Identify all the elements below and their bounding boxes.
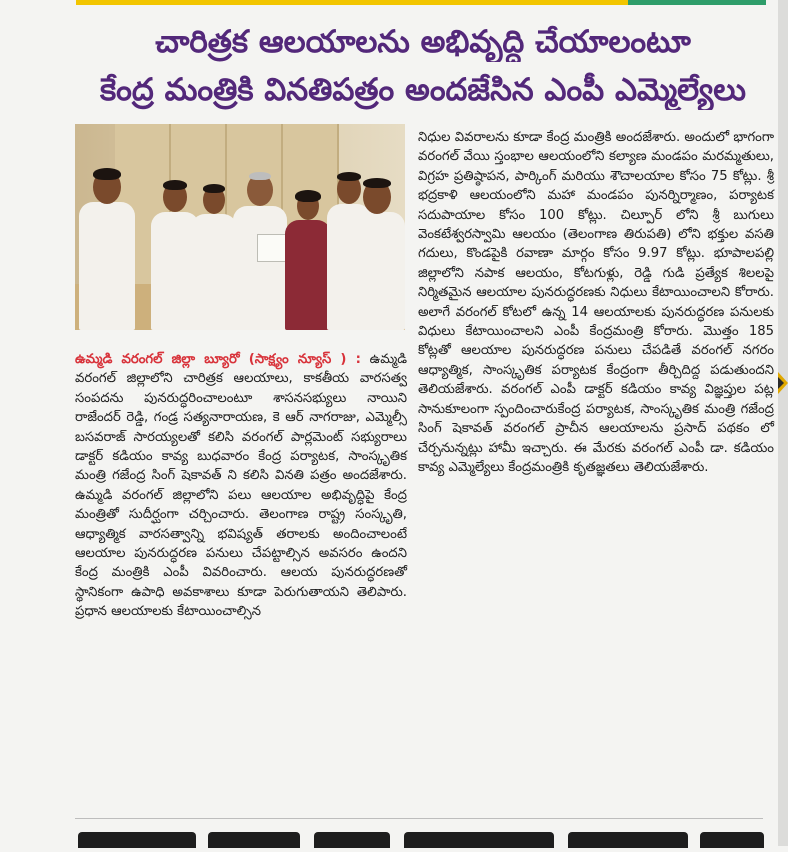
person-hair	[203, 184, 225, 193]
top-color-bar-accent	[628, 0, 766, 5]
next-page-arrow-inner	[778, 377, 784, 389]
byline-credit: ఉమ్మడి వరంగల్ జిల్లా బ్యూరో (సాక్ష్యం న్యూస్ ) :	[75, 352, 361, 367]
article-left-column	[75, 350, 407, 622]
person-figure	[191, 214, 237, 330]
person-figure	[233, 206, 287, 330]
next-article-headline-cutoff	[78, 832, 768, 852]
person-figure	[285, 220, 331, 330]
headline-line-2: కేంద్ర మంత్రికి వినతిపత్రం అందజేసిన ఎంపీ ఎమ్మెల్యేలు	[100, 72, 746, 108]
person-hair	[93, 168, 121, 180]
article-divider	[75, 818, 763, 819]
right-column-body: నిధుల వివరాలను కూడా కేంద్ర మంత్రికి అందజేశారు. అందులో భాగంగా వరంగల్ వేయి స్తంభాల ఆలయంలోని కల్యాణ మండపం మరమ్మతులు, విగ్రహ ప్రతిష్ఠాపన, పార్కింగ్ మరియు శౌచాలయాల కోసం 75 కోట్లు. శ్రీ భద్రకాళి ఆలయంలోని మహా మండపం పునర్నిర్మాణం, పర్యాటక సదుపాయాల కోసం 100 కోట్లు. చిల్పూర్ లోని శ్రీ బుగులు వెంకటేశ్వరస్వామి ఆలయం (తెలంగాణ తిరుపతి) లోని భక్తుల వసతి గదులు, కొండపైకి రవాణా మార్గం కోసం 9.97 కోట్లు. భూపాలపల్లి జిల్లాలోని నపాక ఆలయం, కోటగుళ్లు, రెడ్డి గుడి ప్రత్యేక శిలలపై నిర్మితమైన ఆలయాల పునరుద్ధరణకు నిధులు కేటాయించాలని కోరారు. అలాగే వరంగల్ కోటలో ఉన్న 14 ఆలయాలకు పునరుద్ధరణ పనులకు విధులు కేటాయించాలని ఎంపీ కేంద్రమంత్రి కోరారు. మొత్తం 185 కోట్లతో ఆలయాల పునరుద్ధరణ పనులు చేపడితే వరంగల్ నగరం ఆధ్యాత్మిక, సాంస్కృతిక పర్యాటక కేంద్రంగా తీర్చిదిద్ద పడుతుందని తెలియజేశారు. వరంగల్ ఎంపీ డాక్టర్ కడియం కావ్య విజ్ఞప్తుల పట్ల సానుకూలంగా స్పందించారుకేంద్ర పర్యాటక, సాంస్కృతిక మంత్రి గజేంద్ర సింగ్ షెకావత్ వరంగల్ ప్రాచీన ఆలయాలను ప్రసాద్ పథకం లో చేర్చనున్నట్లు హామీ ఇచ్చారు. ఈ మేరకు వరంగల్ ఎంపీ డా. కడియం కావ్య ఎమ్మెల్యేలు కేంద్రమంత్రికి కృతజ్ఞతలు తెలియజేశారు.	[418, 130, 774, 475]
news-photo	[75, 124, 405, 330]
right-edge-strip	[778, 0, 788, 846]
person-figure	[79, 202, 135, 330]
person-hair	[295, 190, 321, 202]
person-figure	[351, 212, 405, 330]
headline-line-1: చారిత్రక ఆలయాలను అభివృద్ధి చేయాలంటూ	[155, 24, 691, 60]
person-hair	[163, 180, 187, 190]
left-column-body: ఉమ్మడి వరంగల్ జిల్లాలోని చారిత్రక ఆలయాలు, కాకతీయ వారసత్వ సంపదను పునరుద్ధరించాలంటూ శాసనసభ్యులు నాయిని రాజేందర్ రెడ్డి, గండ్ర సత్యనారాయణ, కె ఆర్ నాగరాజు, ఎమ్మెల్సీ బసవరాజ్ సారయ్యలతో కలిసి వరంగల్ పార్లమెంట్ సభ్యురాలు డాక్టర్ కడియం కావ్య బుధవారం కేంద్ర పర్యాటక, సాంస్కృతిక మంత్రి గజేంద్ర సింగ్ షెకావత్ ని కలిసి వినతి పత్రం అందజేశారు. ఉమ్మడి వరంగల్ జిల్లాలోని పలు ఆలయాల అభివృద్ధిపై కేంద్ర మంత్రితో సుదీర్ఘంగా చర్చించారు. తెలంగాణ రాష్ట్ర సంస్కృతి, ఆధ్యాత్మిక వారసత్వాన్ని భవిష్యత్ తరాలకు అందించాలంటే ఆలయాల పునరుద్ధరణ పనులు చేపట్టాల్సిన అవసరం ఉందని కేంద్ర మంత్రికి ఎంపీ వివరించారు. ఆలయ పునరుద్ధరణతో స్థానికంగా ఉపాధి అవకాశాలు కూడా పెరుగుతాయని తెలిపారు. ప్రధాన ఆలయాలకు కేటాయించాల్సిన	[75, 352, 408, 620]
person-hair	[337, 172, 361, 181]
person-hair	[363, 178, 391, 188]
person-hair	[249, 172, 271, 180]
article-right-column	[418, 128, 774, 477]
